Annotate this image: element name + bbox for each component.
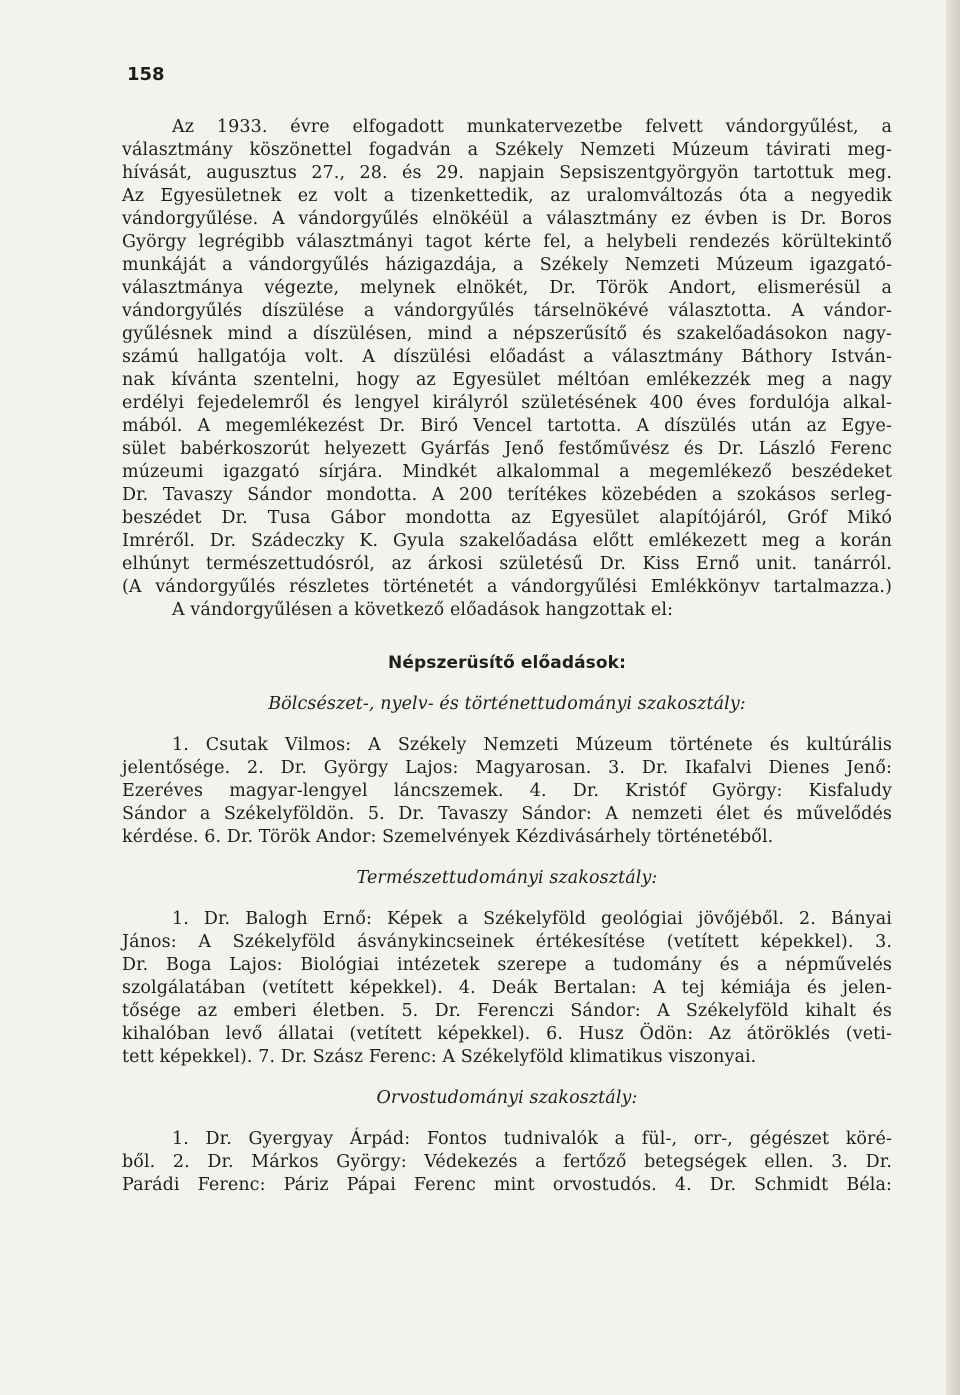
text-line: János: A Székelyföld ásványkincseinek értékesítése (vetített képekkel). 3. — [122, 932, 892, 952]
text-line: kérdése. 6. Dr. Török Andor: Szemelvények Kézdivásárhely történetéből. — [122, 827, 774, 847]
page-number: 158 — [127, 64, 165, 85]
text-line: Imréről. Dr. Szádeczky K. Gyula szakelőadása előtt emlékezett meg a korán — [122, 531, 892, 551]
section-natural-sciences-body — [122, 908, 892, 1069]
section-humanities-body — [122, 734, 892, 849]
text-line: gyűlésnek mind a díszülésen, mind a népszerűsítő és szakelőadásokon nagy- — [122, 324, 892, 344]
text-line: beszédet Dr. Tusa Gábor mondotta az Egyesület alapítójáról, Gróf Mikó — [122, 508, 892, 528]
paragraph-1 — [122, 116, 892, 622]
main-heading: Népszerüsítő előadások: — [388, 653, 626, 673]
text-line: Az 1933. évre elfogadott munkatervezetbe felvett vándorgyűlést, a — [172, 117, 892, 137]
text-line: mából. A megemlékezést Dr. Biró Vencel tartotta. A díszülés után az Egye- — [122, 416, 892, 436]
text-line: ből. 2. Dr. Márkos György: Védekezés a fertőző betegségek ellen. 3. Dr. — [122, 1152, 892, 1172]
text-line: Parádi Ferenc: Páriz Pápai Ferenc mint orvostudós. 4. Dr. Schmidt Béla: — [122, 1175, 892, 1195]
text-line: választmánya végezte, melynek elnökét, Dr. Török Andort, elismerésül a — [122, 278, 892, 298]
page-text — [122, 116, 892, 1197]
text-line: hívását, augusztus 27., 28. és 29. napjain Sepsiszentgyörgyön tartottuk meg. — [122, 163, 892, 183]
intro-line: A vándorgyűlésen a következő előadások hangzottak el: — [172, 600, 674, 620]
text-line: jelentősége. 2. Dr. György Lajos: Magyarosan. 3. Dr. Ikafalvi Dienes Jenő: — [122, 758, 892, 778]
text-line: sület babérkoszorút helyezett Gyárfás Jenő festőművész és Dr. László Ferenc — [122, 439, 892, 459]
text-line: 1. Dr. Balogh Ernő: Képek a Székelyföld geológiai jövőjéből. 2. Bányai — [172, 909, 892, 929]
text-line: erdélyi fejedelemről és lengyel királyról születésének 400 éves fordulója alkal- — [122, 393, 892, 413]
text-line: 1. Dr. Gyergyay Árpád: Fontos tudnivalók a fül-, orr-, gégészet köré- — [172, 1129, 892, 1149]
text-line: tett képekkel). 7. Dr. Szász Ferenc: A Székelyföld klimatikus viszonyai. — [122, 1047, 757, 1067]
text-line: múzeumi igazgató sírjára. Mindkét alkalommal a megemlékező beszédeket — [122, 462, 892, 482]
text-line: vándorgyűlése. A vándorgyűlés elnökéül a választmány ez évben is Dr. Boros — [122, 209, 892, 229]
section-title-humanities: Bölcsészet-, nyelv- és történettudományi szakosztály: — [268, 694, 746, 714]
section-medicine-body — [122, 1128, 892, 1197]
section-title-medicine: Orvostudományi szakosztály: — [376, 1088, 638, 1108]
text-line: (A vándorgyűlés részletes történetét a vándorgyűlési Emlékkönyv tartalmazza.) — [122, 577, 892, 597]
text-line: szolgálatában (vetített képekkel). 4. Deák Bertalan: A tej kémiája és jelen- — [122, 978, 892, 998]
page-edge — [946, 0, 960, 1395]
text-line: választmány köszönettel fogadván a Székely Nemzeti Múzeum távirati meg- — [122, 140, 892, 160]
text-line: Dr. Boga Lajos: Biológiai intézetek szerepe a tudomány és a népművelés — [122, 955, 892, 975]
text-line: kihalóban levő állatai (vetített képekkel). 6. Husz Ödön: Az átöröklés (veti- — [122, 1024, 892, 1044]
text-line: vándorgyűlés díszülése a vándorgyűlés társelnökévé választotta. A vándor- — [122, 301, 892, 321]
text-line: 1. Csutak Vilmos: A Székely Nemzeti Múzeum története és kultúrális — [172, 735, 892, 755]
text-line: Dr. Tavaszy Sándor mondotta. A 200 terítékes közebéden a szokásos serleg- — [122, 485, 892, 505]
text-line: számú hallgatója volt. A díszülési előadást a választmány Báthory István- — [122, 347, 892, 367]
text-line: Sándor a Székelyföldön. 5. Dr. Tavaszy Sándor: A nemzeti élet és művelődés — [122, 804, 892, 824]
text-line: Ezeréves magyar-lengyel láncszemek. 4. Dr. Kristóf György: Kisfaludy — [122, 781, 892, 801]
text-line: elhúnyt természettudósról, az árkosi születésű Dr. Kiss Ernő unit. tanárról. — [122, 554, 892, 574]
text-line: György legrégibb választmányi tagot kérte fel, a helybeli rendezés körültekintő — [122, 232, 892, 252]
text-line: Az Egyesületnek ez volt a tizenkettedik, az uralomváltozás óta a negyedik — [122, 186, 892, 206]
text-line: munkáját a vándorgyűlés házigazdája, a Székely Nemzeti Múzeum igazgató- — [122, 255, 892, 275]
section-title-natural-sciences: Természettudományi szakosztály: — [356, 868, 658, 888]
text-line: tősége az emberi életben. 5. Dr. Ferenczi Sándor: A Székelyföld kihalt és — [122, 1001, 892, 1021]
text-line: nak kívánta szentelni, hogy az Egyesület méltóan emlékezzék meg a nagy — [122, 370, 892, 390]
